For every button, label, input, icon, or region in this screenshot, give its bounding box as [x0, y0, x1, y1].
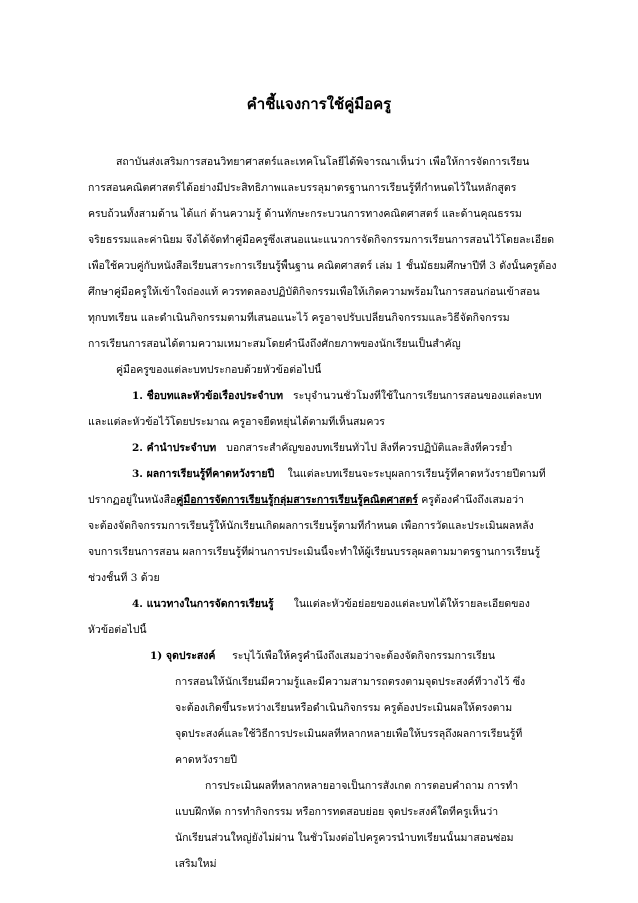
- item1-heading: 1. ชื่อบทและหัวข้อเรื่องประจำบท: [132, 390, 284, 402]
- sub1-cont-3: จุดประสงค์และใช้วิธีการประเมินผลที่หลากหลายเพื่อให้บรรลุถึงผลการเรียนรู้ที่: [175, 728, 523, 740]
- item4-cont: หัวข้อต่อไปนี้: [88, 624, 147, 636]
- item4-text: ในแต่ละหัวข้อย่อยของแต่ละบทได้ให้รายละเอียดของ: [293, 598, 530, 610]
- sub1-cont-1: การสอนให้นักเรียนมีความรู้และมีความสามารถตรงตามจุดประสงค์ที่วางไว้ ซึ่ง: [175, 676, 526, 688]
- item1-text: ระบุจำนวนชั่วโมงที่ใช้ในการเรียนการสอนของแต่ละบท: [293, 390, 542, 402]
- item3-line: [132, 467, 546, 481]
- sub1-para2-4: เสริมใหม่: [175, 858, 217, 870]
- item3-heading: 3. ผลการเรียนรู้ที่คาดหวังรายปี: [132, 468, 275, 480]
- item2-heading: 2. คำนำประจำบท: [132, 442, 217, 454]
- intro-line-5: เพื่อใช้ควบคู่กับหนังสือเรียนสาระการเรียนรู้พื้นฐาน คณิตศาสตร์ เล่ม 1 ชั้นมัธยมศึกษาปีที่ 3 ดังนั้นครูต้อง: [88, 260, 557, 272]
- sub1-text: ระบุไว้เพื่อให้ครูคำนึงถึงเสมอว่าจะต้องจัดกิจกรรมการเรียน: [232, 650, 496, 662]
- item3-line2-post: ครูต้องคำนึงถึงเสมอว่า: [417, 494, 524, 506]
- item1-cont: และแต่ละหัวข้อไว้โดยประมาณ ครูอาจยืดหยุ่นได้ตามที่เห็นสมควร: [88, 416, 385, 428]
- item3-line2: [88, 493, 524, 507]
- item4-line: [132, 597, 530, 611]
- sub1-cont-4: คาดหวังรายปี: [175, 754, 238, 766]
- page-title: คำชี้แจงการใช้คู่มือครู: [246, 95, 392, 113]
- item4-heading: 4. แนวทางในการจัดการเรียนรู้: [132, 598, 274, 610]
- intro-line-2: การสอนคณิตศาสตร์ได้อย่างมีประสิทธิภาพและบรรลุมาตรฐานการเรียนรู้ที่กำหนดไว้ในหลักสูตร: [88, 182, 517, 194]
- item3-cont-3: ช่วงชั้นที่ 3 ด้วย: [88, 572, 160, 584]
- intro-line-1: สถาบันส่งเสริมการสอนวิทยาศาสตร์และเทคโนโลยีได้พิจารณาเห็นว่า เพื่อให้การจัดการเรียน: [116, 156, 530, 168]
- intro-line-8: การเรียนการสอนได้ตามความเหมาะสมโดยคำนึงถึงศักยภาพของนักเรียนเป็นสำคัญ: [88, 338, 461, 350]
- sub1-para2-1: การประเมินผลที่หลากหลายอาจเป็นการสังเกต การตอบคำถาม การทำ: [205, 780, 519, 792]
- intro-line-7: ทุกบทเรียน และดำเนินกิจกรรมตามที่เสนอแนะไว้ ครูอาจปรับเปลี่ยนกิจกรรมและวิธีจัดกิจกรรม: [88, 312, 510, 324]
- intro-line-6: ศึกษาคู่มือครูให้เข้าใจถ่องแท้ ควรทดลองปฏิบัติกิจกรรมเพื่อให้เกิดความพร้อมในการสอนก่อนเข้าสอน: [88, 286, 540, 298]
- item3-text: ในแต่ละบทเรียนจะระบุผลการเรียนรู้ที่คาดหวังรายปีตามที่: [287, 468, 546, 480]
- item3-cont-2: จบการเรียนการสอน ผลการเรียนรู้ที่ผ่านการประเมินนี้จะทำให้ผู้เรียนบรรลุผลตามมาตรฐานการเรียนรู้: [88, 546, 541, 558]
- item3-cont-1: จะต้องจัดกิจกรรมการเรียนรู้ให้นักเรียนเกิดผลการเรียนรู้ตามที่กำหนด เพื่อการวัดและประเมินผลหลัง: [88, 520, 534, 532]
- sub1-line: [150, 649, 495, 663]
- item1-line: [132, 389, 542, 403]
- item2-line: [132, 441, 512, 455]
- sub1-cont-2: จะต้องเกิดขึ้นระหว่างเรียนหรือดำเนินกิจกรรม ครูต้องประเมินผลให้ตรงตาม: [175, 702, 513, 714]
- sub1-para2-2: แบบฝึกหัด การทำกิจกรรม หรือการทดสอบย่อย จุดประสงค์ใดที่ครูเห็นว่า: [175, 806, 499, 818]
- intro-line-3: ครบถ้วนทั้งสามด้าน ได้แก่ ด้านความรู้ ด้านทักษะกระบวนการทางคณิตศาสตร์ และด้านคุณธรรม: [88, 208, 522, 220]
- sub1-para2-3: นักเรียนส่วนใหญ่ยังไม่ผ่าน ในชั่วโมงต่อไปครูควรนำบทเรียนนั้นมาสอนซ่อม: [175, 832, 514, 844]
- item2-text: บอกสาระสำคัญของบทเรียนทั่วไป สิ่งที่ควรปฏิบัติและสิ่งที่ควรย้ำ: [226, 442, 513, 454]
- parts-intro: คู่มือครูของแต่ละบทประกอบด้วยหัวข้อต่อไปนี้: [116, 364, 322, 376]
- item3-line2-pre: ปรากฏอยู่ในหนังสือ: [88, 494, 177, 506]
- sub1-heading: 1) จุดประสงค์: [150, 650, 216, 662]
- teacher-manual-reference: คู่มือการจัดการเรียนรู้กลุ่มสาระการเรียนรู้คณิตศาสตร์: [176, 494, 418, 506]
- intro-line-4: จริยธรรมและค่านิยม จึงได้จัดทำคู่มือครูซึ่งเสนอแนะแนวการจัดกิจกรรมการเรียนการสอนไว้โดยละเอียด: [88, 234, 555, 246]
